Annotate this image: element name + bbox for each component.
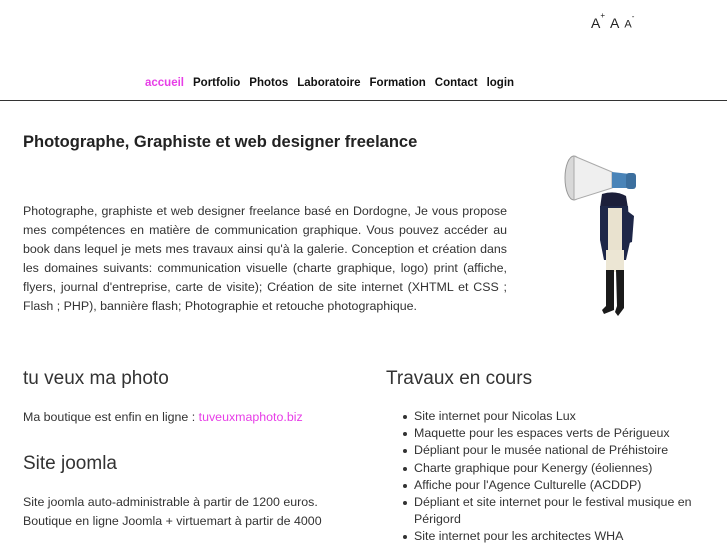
photo-section-title: tu veux ma photo <box>23 368 169 389</box>
main-nav <box>145 77 514 89</box>
list-item: Maquette pour les espaces verts de Périgueux <box>386 425 716 442</box>
nav-item-laboratoire[interactable]: Laboratoire <box>297 77 361 89</box>
list-item: Charte graphique pour Kenergy (éoliennes) <box>386 460 716 477</box>
font-increase-button[interactable]: A+ <box>591 11 606 31</box>
joomla-section-title: Site joomla <box>23 453 117 474</box>
joomla-line-1: Site joomla auto-administrable à partir de 1200 euros. <box>23 495 318 509</box>
list-item: Affiche pour l'Agence Culturelle (ACDDP) <box>386 477 716 494</box>
nav-item-formation[interactable]: Formation <box>369 77 426 89</box>
font-size-tools <box>591 11 635 31</box>
nav-item-photos[interactable]: Photos <box>249 77 289 89</box>
nav-item-portfolio[interactable]: Portfolio <box>193 77 241 89</box>
list-item: Site internet pour les architectes WHA <box>386 528 716 545</box>
works-list <box>386 408 716 545</box>
left-column <box>23 368 363 531</box>
right-column <box>386 368 716 545</box>
page-title: Photographe, Graphiste et web designer freelance <box>23 133 418 151</box>
nav-item-login[interactable]: login <box>486 77 515 89</box>
list-item: Site internet pour Nicolas Lux <box>386 408 716 425</box>
joomla-line-2: Boutique en ligne Joomla + virtuemart à partir de 4000 <box>23 514 322 528</box>
list-item: Dépliant pour le musée national de Préhistoire <box>386 442 716 459</box>
nav-item-contact[interactable]: Contact <box>434 77 478 89</box>
photo-section-text: Ma boutique est enfin en ligne : tuveuxmaphoto.biz <box>23 410 303 424</box>
font-normal-button[interactable]: A <box>610 15 620 31</box>
nav-divider <box>0 100 727 101</box>
list-item: Dépliant et site internet pour le festival musique en Périgord <box>386 494 716 528</box>
megaphone-figure-illustration <box>560 150 650 322</box>
font-decrease-button[interactable]: A- <box>624 12 635 31</box>
works-section-title: Travaux en cours <box>386 368 533 389</box>
shop-link[interactable]: tuveuxmaphoto.biz <box>198 410 303 424</box>
nav-item-accueil[interactable]: accueil <box>145 77 184 89</box>
intro-paragraph: Photographe, graphiste et web designer freelance basé en Dordogne, Je vous propose mes compétences en matière de communication graphique. Vous pouvez accéder au book dans lequel je mets mes travaux ainsi qu'à la galerie. Conception et création dans les domaines suivants: communication visuelle (charte graphique, logo) print (affiche, flyers, journal d'entreprise, carte de visite); Création de site internet (XHTML et CSS ; Flash ; PHP), bannière flash; Photographie et retouche photographique. <box>23 204 507 313</box>
